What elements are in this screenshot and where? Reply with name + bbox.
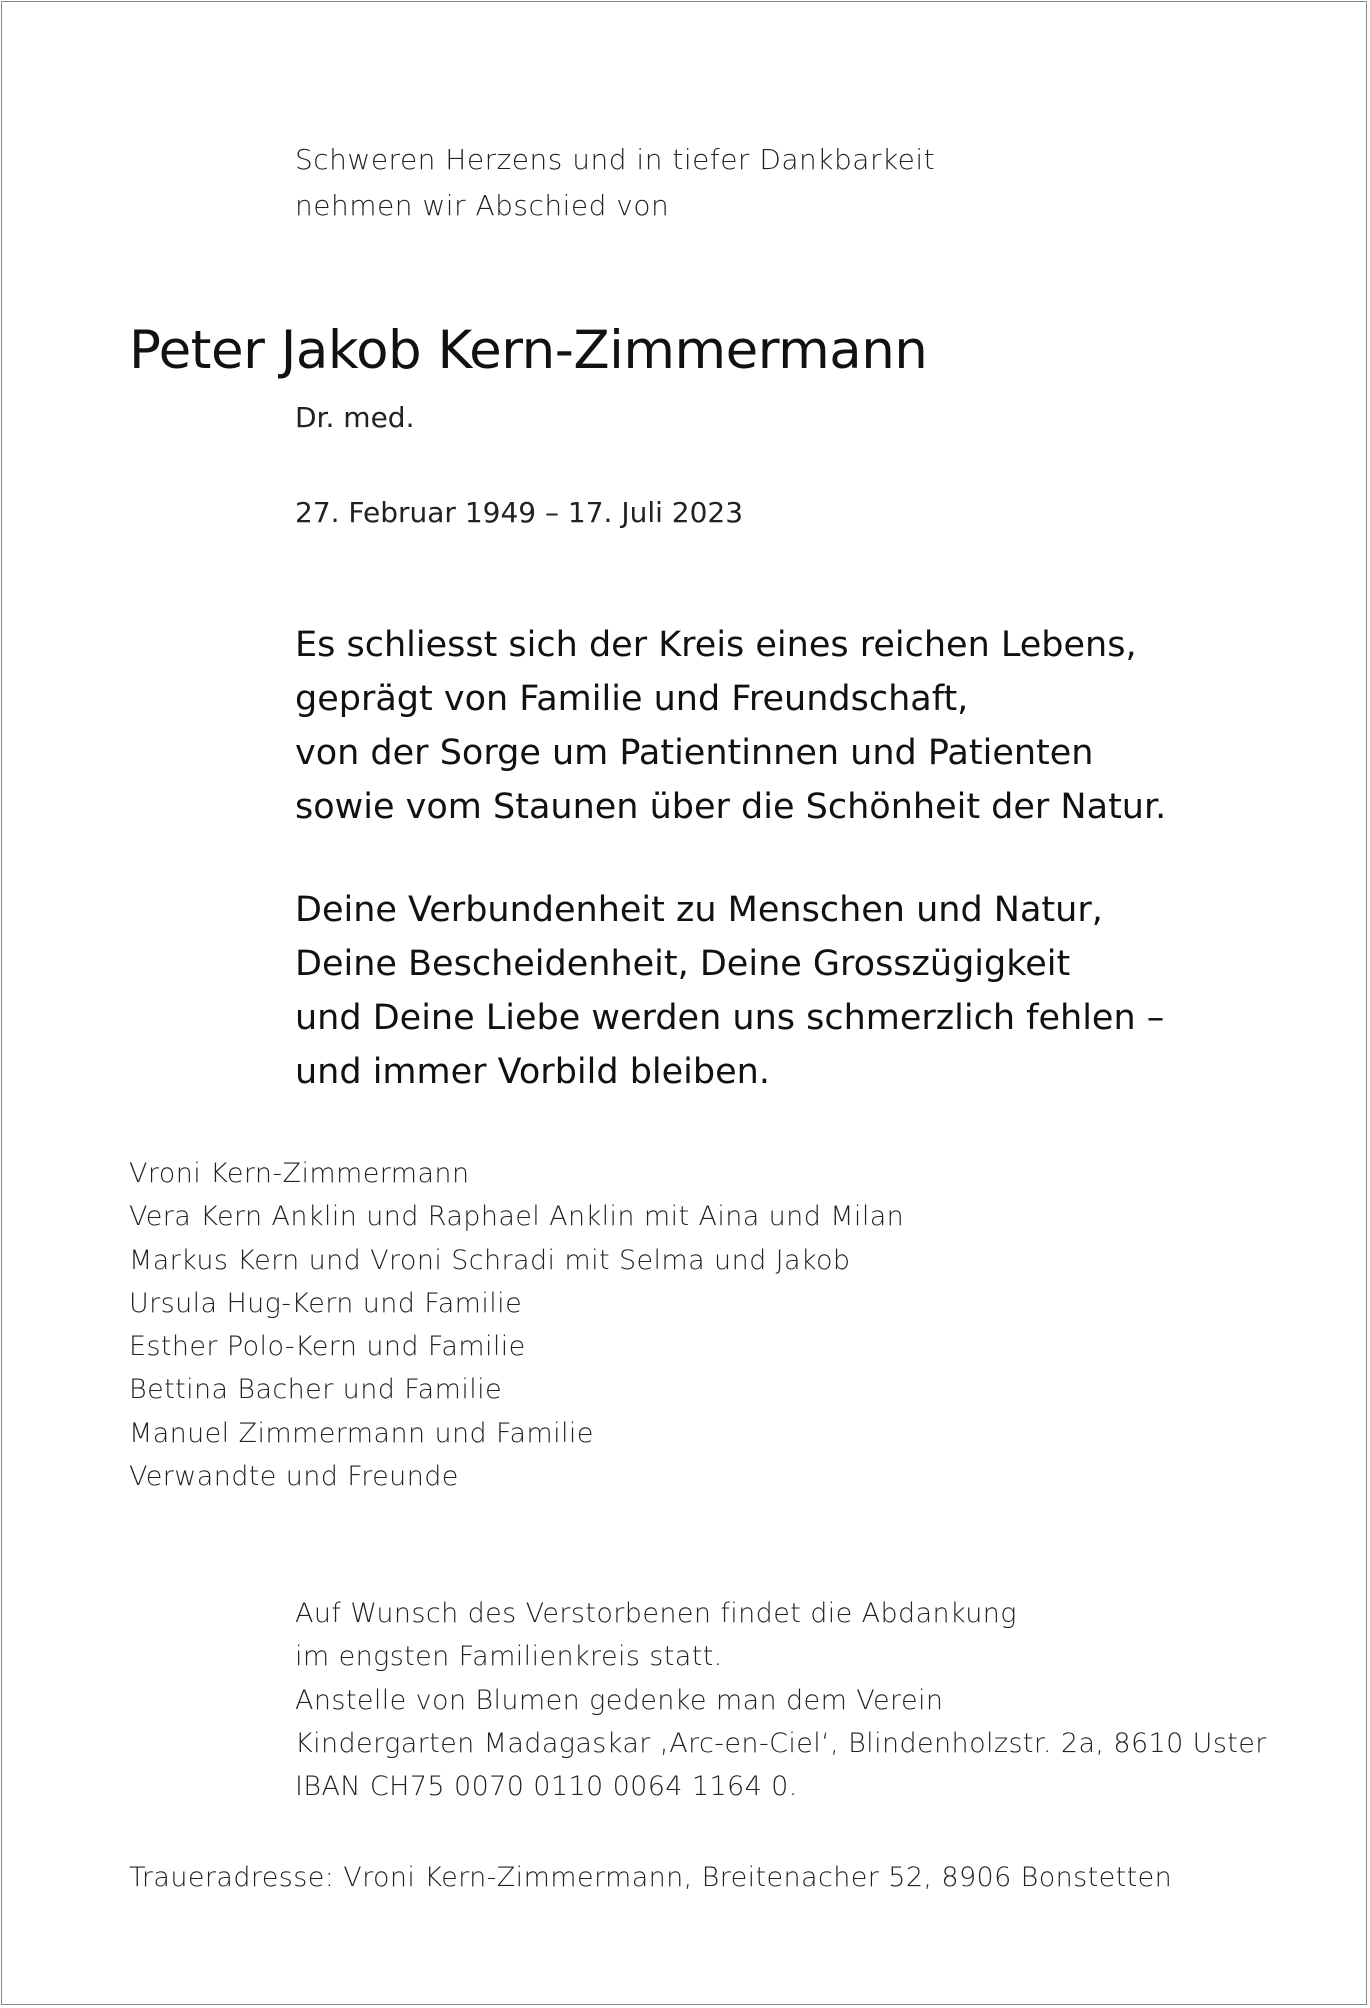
mourner-entry: Vera Kern Anklin und Raphael Anklin mit Aina und Milan [129, 1201, 905, 1233]
deceased-title: Dr. med. [295, 401, 415, 434]
mourners-list [129, 1152, 904, 1498]
verse-line: und Deine Liebe werden uns schmerzlich fehlen – [295, 998, 1165, 1038]
notice-line: IBAN CH75 0070 0110 0064 1164 0. [295, 1771, 798, 1803]
mourner-entry: Bettina Bacher und Familie [129, 1374, 503, 1406]
intro-line: Schweren Herzens und in tiefer Dankbarkeit [295, 143, 936, 176]
intro-line: nehmen wir Abschied von [295, 189, 670, 222]
ceremony-notice [295, 1592, 1267, 1808]
intro-text [295, 137, 935, 229]
verse-line: von der Sorge um Patientinnen und Patienten [295, 733, 1094, 773]
notice-line: Anstelle von Blumen gedenke man dem Verein [295, 1684, 944, 1716]
notice-line: Kindergarten Madagaskar ‚Arc-en-Ciel‘, Blindenholzstr. 2a, 8610 Uster [295, 1727, 1267, 1759]
verse-stanza-1 [295, 618, 1166, 834]
verse-line: Deine Verbundenheit zu Menschen und Natur, [295, 890, 1103, 930]
verse-line: und immer Vorbild bleiben. [295, 1052, 770, 1092]
verse-stanza-2 [295, 883, 1164, 1099]
notice-line: Auf Wunsch des Verstorbenen findet die Abdankung [295, 1598, 1017, 1629]
verse-line: Es schliesst sich der Kreis eines reichen Lebens, [295, 625, 1137, 665]
mourner-entry: Manuel Zimmermann und Familie [129, 1417, 594, 1449]
mourner-entry: Ursula Hug-Kern und Familie [129, 1287, 523, 1319]
verse-line: geprägt von Familie und Freundschaft, [295, 679, 969, 719]
mourning-address: Traueradresse: Vroni Kern-Zimmermann, Breitenacher 52, 8906 Bonstetten [129, 1862, 1173, 1893]
verse-line: Deine Bescheidenheit, Deine Grosszügigkeit [295, 944, 1071, 984]
deceased-name: Peter Jakob Kern-Zimmermann [129, 320, 928, 381]
mourner-entry: Markus Kern und Vroni Schradi mit Selma und Jakob [129, 1244, 851, 1276]
mourner-entry: Esther Polo-Kern und Familie [129, 1331, 526, 1363]
mourner-entry: Verwandte und Freunde [129, 1461, 459, 1493]
notice-line: im engsten Familienkreis statt. [295, 1641, 723, 1673]
life-dates: 27. Februar 1949 – 17. Juli 2023 [295, 496, 744, 529]
verse-line: sowie vom Staunen über die Schönheit der Natur. [295, 787, 1167, 827]
mourner-entry: Vroni Kern-Zimmermann [129, 1158, 470, 1189]
